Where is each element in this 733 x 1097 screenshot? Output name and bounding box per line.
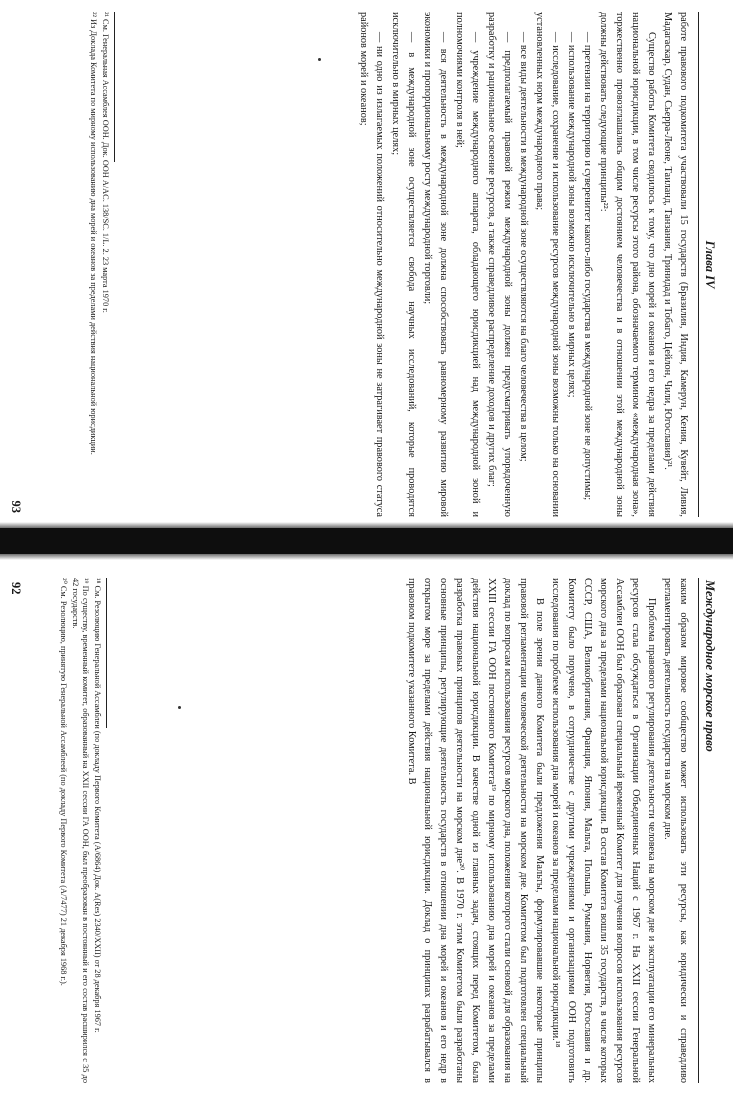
paragraph: — предполагаемый правовой режим международной зоны должен предусматривать упорядоченную разработку и рациональное освоение ресурсов, а также справедливое распределение доходов и других благ; [486, 12, 513, 517]
running-header [698, 578, 721, 1083]
paragraph: — исследование, сохранение и использование ресурсов международной зоны возможны только на основании установленных норм международного права; [534, 12, 561, 517]
book-spine [0, 528, 733, 554]
footnote-rule [114, 12, 115, 162]
running-title: Глава IV [703, 240, 717, 289]
paragraph: — учреждение международного аппарата, обладающего юрисдикцией над международной зоной и полномочиями контроля в ней; [454, 12, 481, 517]
page-92 [0, 578, 733, 1083]
running-title: Международное морское право [703, 580, 717, 752]
footnote-rule [106, 578, 107, 728]
footnote: ²⁰ См. Резолюцию, принятую Генеральной Ассамблеей (по докладу Первого Комитета (A/7477) 21 декабря 1968 г.). [59, 578, 69, 986]
scan-speck [178, 706, 181, 709]
running-header [698, 12, 721, 517]
page-body [355, 12, 691, 517]
paragraph: В поле зрения данного Комитета были предложения Мальты, формулировавшие некоторые принципы правовой регламентации человеческой деятельности на морском дне. Комитетом был подготовлен специальный доклад по вопросам использования ресурсов морского дна, положения которого стали основой для образования на XXIII сессии ГА ООН постоянного Комитета¹⁹ по мирному использованию дна морей и океанов за пределами действия национальной юрисдикции. В качестве одной из главных задач, стоящих перед Комитетом, была разработка правовых принципов деятельности на морском дне²⁰. В 1970 г. этим Комитетом были разработаны основные принципы, регулирующие деятельность государств в отношении дна морей и океанов и его недр в открытом море за пределами действия национальной юрисдикции. Доклад о принципах разрабатывался в правовом подкомитете указанного Комитета. В [406, 578, 545, 1083]
page-number: 93 [9, 500, 23, 513]
paragraph: каким образом мировое сообщество может использовать эти ресурсы, как юридически и справедливо регламентировать деятельность государств на морском дне. [662, 578, 689, 1083]
paragraph: Существо работы Комитета сводилось к тому, что дно морей и океанов и его недра за пределами действия национальной юрисдикции, в том числе ресурсы этого района, обозначаемого термином «международная зона», торжественно провозглашались общим достоянием человечества и в отношении этой международной зоны должны действовать следующие принципы²²: [598, 12, 657, 517]
footnote: ¹⁹ По существу, временный комитет, образованный на XXII сессии ГА ООН, был преобразован в постоянный и его состав расширился с 35 до 42 государств. [71, 578, 91, 1083]
footnotes [87, 12, 115, 517]
paragraph: — все виды деятельности в международной зоне осуществляются на благо человечества в целом; [518, 32, 529, 462]
footnotes [57, 578, 107, 1083]
page-body [403, 578, 691, 1083]
footnote: ²² Из Доклада Комитета по мирному использованию дна морей и океанов за пределами действия национальной юрисдикции. [89, 12, 99, 455]
page-93 [0, 12, 733, 517]
paragraph: — вся деятельность в международной зоне должна способствовать равномерному развитию мировой экономики и пропорциональному росту международной торговли; [422, 12, 449, 517]
paragraph: Проблема правового регулирования деятельности человека на морском дне и эксплуатации его минеральных ресурсов стала обсуждаться в Организации Объединенных Наций с 1967 г. На XXII сессии Генеральной Ассамблеи ООН был образован специальный временный Комитет для изучения вопросов использования ресурсов морского дна за пределами национальной юрисдикции. В состав Комитета вошли 35 государств, в числе которых СССР, США, Великобритания, Франция, Япония, Мальта, Польша, Румыния, Норвегия, Югославия и др. Комитету было поручено, в сотрудничестве с другими учреждениями и организациями ООН подготовить исследования по проблеме использования дна морей и океанов за пределами национальной юрисдикции.¹⁸ [550, 578, 657, 1083]
footnote: ¹⁸ См. Резолюцию Генеральной Ассамблеи (по докладу Первого Комитета (A/6864) Док. A(Res) 2340/XXII) от 28 декабря 1967 г. [93, 578, 102, 1033]
paragraph: работе правового подкомитета участвовали 15 государств (Бразилия, Индия, Камерун, Кения, Кувейт, Ливия, Мадагаскар, Судан, Сьерра-Леоне, Таиланд, Танзания, Тринидад и Тобаго, Цейлон, Чили, Югославия)²¹. [662, 12, 689, 517]
spine-shadow-bottom [0, 554, 733, 560]
footnote: ²¹ См. Генеральная Ассамблея ООН. Док. ООН A/AC. 138/SC. 1/L. 2. 23 марта 1970 г. [101, 12, 110, 313]
page-number: 92 [9, 582, 23, 595]
paragraph: — использование международной зоны возможно исключительно в мирных целях; [566, 32, 577, 398]
paragraph: — ни одно из излагаемых положений относительно международной зоны не затрагивает правового статуса районов морей и океанов; [358, 12, 385, 517]
paragraph: — претензии на территорию и суверенитет какого-либо государства в международной зоне не допустимы; [582, 32, 593, 501]
scan-speck [318, 58, 321, 61]
paragraph: — в международной зоне осуществляется свобода научных исследований, которые проводятся исключительно в мирных целях; [390, 12, 417, 517]
